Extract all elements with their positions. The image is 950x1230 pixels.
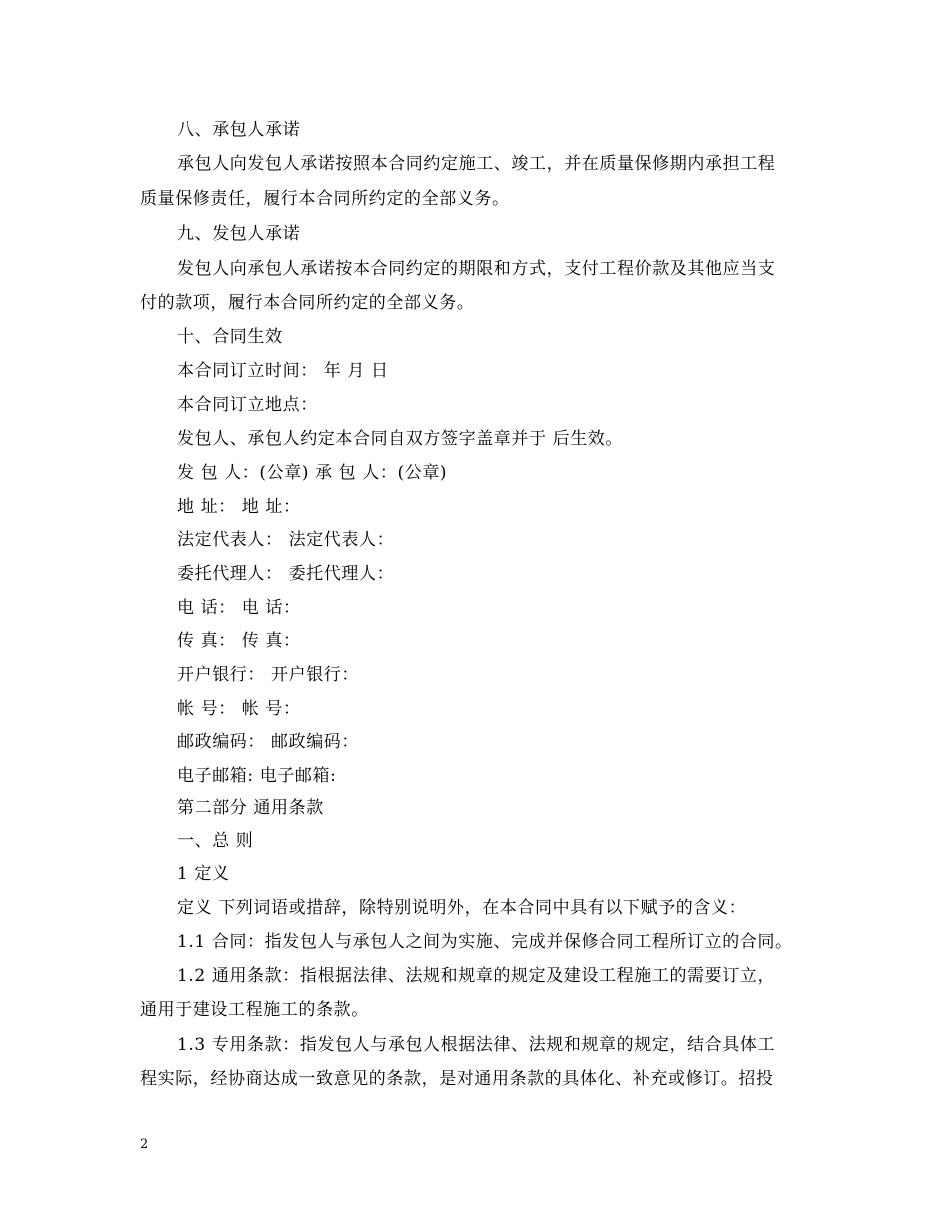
signature-field: 开户银行： 开户银行： [177, 665, 360, 685]
heading-employer-commitment: 九、发包人承诺 [177, 224, 301, 244]
paragraph-line: 本合同订立地点： [177, 395, 318, 415]
signature-field: 电子邮箱: 电子邮箱: [177, 766, 337, 786]
signature-field: 帐 号： 帐 号： [177, 699, 301, 719]
clause-line: 程实际，经协商达成一致意见的条款，是对通用条款的具体化、补充或修订。招投 [140, 1069, 774, 1089]
signature-field: 地 址： 地 址： [177, 497, 301, 517]
signature-field: 传 真： 传 真： [177, 631, 301, 651]
paragraph-line: 付的款项，履行本合同所约定的全部义务。 [140, 293, 475, 313]
part-heading: 第二部分 通用条款 [177, 798, 324, 818]
signature-field: 法定代表人： 法定代表人： [177, 530, 395, 550]
paragraph-line: 定义 下列词语或措辞，除特别说明外，在本合同中具有以下赋予的含义： [177, 898, 747, 918]
paragraph-line: 本合同订立时间： 年 月 日 [177, 361, 389, 381]
section-heading: 一、总 则 [177, 831, 254, 851]
signature-field: 发 包 人：(公章) 承 包 人：(公章) [177, 463, 448, 483]
clause-line: 1.2 通用条款：指根据法律、法规和规章的规定及建设工程施工的需要订立， [177, 966, 776, 986]
heading-contractor-commitment: 八、承包人承诺 [177, 120, 301, 140]
paragraph-line: 发包人、承包人约定本合同自双方签字盖章并于 后生效。 [177, 429, 624, 449]
paragraph-line: 承包人向发包人承诺按照本合同约定施工、竣工，并在质量保修期内承担工程 [177, 154, 776, 174]
paragraph-line: 质量保修责任，履行本合同所约定的全部义务。 [140, 189, 510, 209]
signature-field: 邮政编码： 邮政编码： [177, 732, 360, 752]
clause-line: 1.3 专用条款：指发包人与承包人根据法律、法规和规章的规定，结合具体工 [177, 1035, 776, 1055]
clause-line: 通用于建设工程施工的条款。 [140, 1000, 369, 1020]
clause-line: 1.1 合同：指发包人与承包人之间为实施、完成并保修合同工程所订立的合同。 [177, 932, 793, 952]
page-number: 2 [140, 1137, 149, 1152]
signature-field: 委托代理人： 委托代理人： [177, 564, 395, 584]
clause-heading: 1 定义 [177, 864, 230, 884]
paragraph-line: 发包人向承包人承诺按本合同约定的期限和方式，支付工程价款及其他应当支 [177, 259, 776, 279]
heading-contract-effective: 十、合同生效 [177, 327, 283, 347]
signature-field: 电 话： 电 话： [177, 598, 301, 618]
